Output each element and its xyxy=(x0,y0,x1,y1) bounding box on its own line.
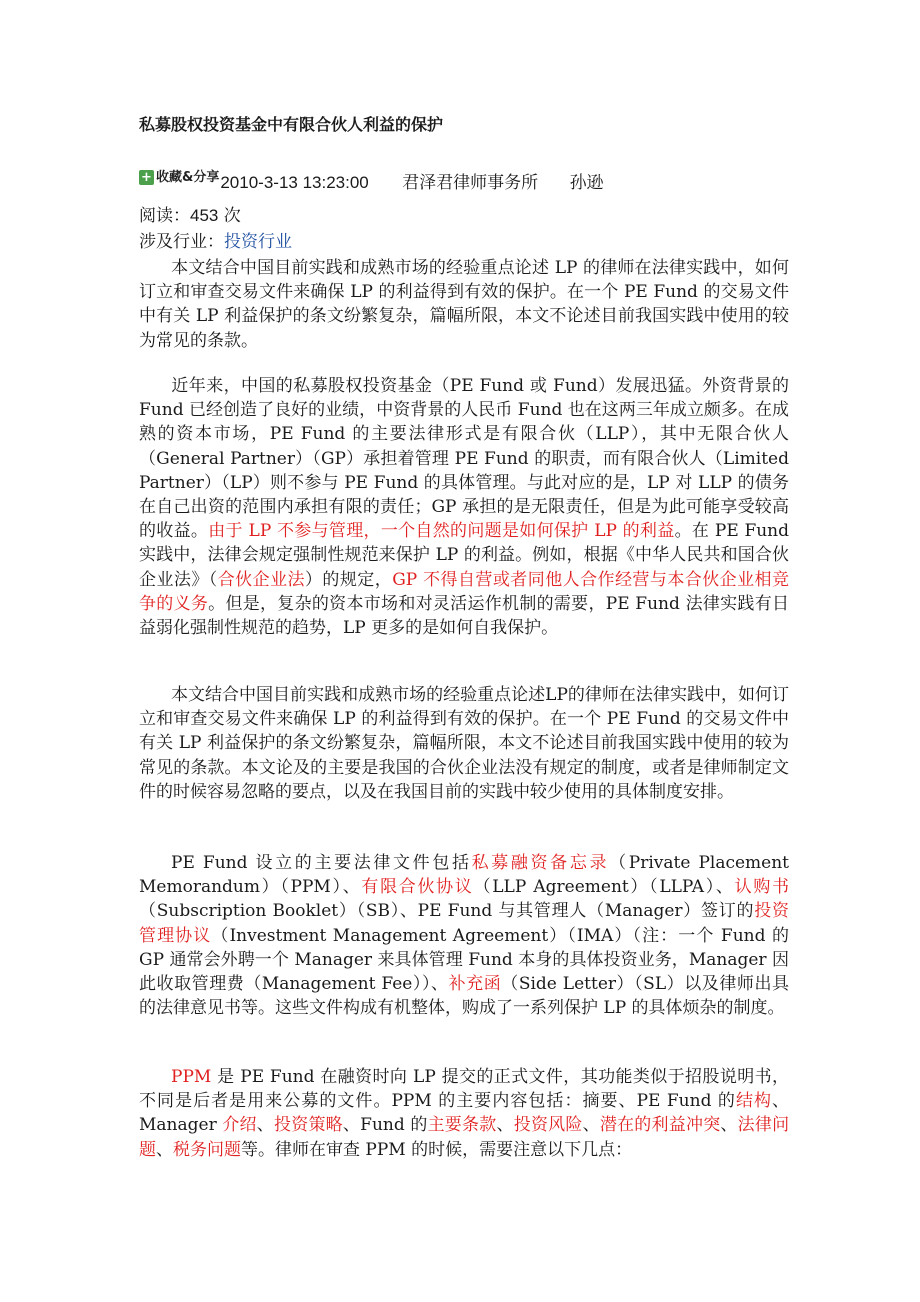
paragraph-text: 是 PE Fund 在融资时向 LP 提交的正式文件，其功能类似于招股说明书，不同是后者是用来公募的文件。PPM 的主要内容包括：摘要、PE Fund 的 xyxy=(139,1067,789,1112)
read-label: 阅读： xyxy=(139,206,190,226)
share-button[interactable] xyxy=(139,170,219,190)
paragraph-text: （Side Letter）（SL）以及律师出具的法律意见书等。这些文件构成有机整体，购成了一系列保护 LP 的具体烦杂的制度。 xyxy=(139,974,789,1019)
industry-label: 涉及行业： xyxy=(139,232,224,252)
read-count: 453 xyxy=(190,206,219,225)
paragraph-text: 、Fund 的 xyxy=(342,1115,428,1136)
paragraph-text: 本文结合中国目前实践和成熟市场的经验重点论述LP的律师在法律实践中，如何订立和审查交易文件来确保 LP 的利益得到有效的保护。在一个 PE Fund 的交易文件中有关 LP 利益保护的条文纷繁复杂，篇幅所限，本文不论述目前我国实践中使用的较为常见的条款。本文论及的主要是我国的合伙企业法没有规定的制度，或者是律师制定文件的时候容易忽略的要点，以及在我国目前的实践中较少使用的具体制度安排。 xyxy=(139,685,789,802)
highlighted-text: 合伙企业法 xyxy=(217,569,305,590)
industry-line xyxy=(139,230,292,254)
paragraph-text: （Investment Management Agreement）（IMA）（注：一个 Fund 的 GP 通常会外聘一个 Manager 来具体管理 Fund 本身的具体投资业务，Manager 因此收取管理费（Management Fee））、 xyxy=(139,925,789,995)
highlighted-text: 结构 xyxy=(735,1091,773,1112)
article-body xyxy=(139,256,789,353)
publish-date: 2010-3-13 13:23:00 xyxy=(220,173,369,192)
paragraph-text: 。但是，复杂的资本市场和对灵活运作机制的需要，PE Fund 法律实践有日益弱化强制性规范的趋势，LP 更多的是如何自我保护。 xyxy=(139,593,790,639)
paragraph-text: 、 xyxy=(156,1139,173,1160)
read-count-line xyxy=(139,204,241,228)
highlighted-text: 潜在的利益冲突 xyxy=(599,1115,721,1136)
highlighted-text: 投资管理协议 xyxy=(139,901,790,946)
paragraph-text: （LLP Agreement）（LLPA）、 xyxy=(473,877,735,898)
paragraph-text: （Private Placement Memorandum）（PPM）、 xyxy=(139,853,790,898)
paragraph-5 xyxy=(139,1065,789,1162)
paragraph-text: 、 xyxy=(720,1115,738,1136)
article-body-5 xyxy=(139,1065,789,1162)
paragraph-text: 。在 PE Fund 实践中，法律会规定强制性规范来保护 LP 的利益。例如，根据《中华人民共和国合伙企业法》（ xyxy=(139,521,790,590)
paragraph-text: 、 xyxy=(256,1115,275,1136)
paragraph-text: 、Manager xyxy=(139,1091,790,1136)
paragraph-3 xyxy=(139,683,789,804)
highlighted-text: 有限合伙协议 xyxy=(361,877,474,898)
highlighted-text: 补充函 xyxy=(448,974,502,995)
read-unit: 次 xyxy=(223,206,241,226)
paragraph-text: 本文结合中国目前实践和成熟市场的经验重点论述 LP 的律师在法律实践中，如何订立和审查交易文件来确保 LP 的利益得到有效的保护。在一个 PE Fund 的交易文件中有关 LP 利益保护的条文纷繁复杂，篇幅所限，本文不论述目前我国实践中使用的较为常见的条款。 xyxy=(139,258,789,351)
paragraph-4 xyxy=(139,851,789,1020)
article-body-2 xyxy=(139,374,789,640)
paragraph-1 xyxy=(139,256,789,353)
highlighted-text: GP 不得自营或者同他人合作经营与本合伙企业相竞争的义务 xyxy=(139,569,790,614)
highlighted-text: 主要条款 xyxy=(427,1115,497,1136)
paragraph-text: （Subscription Booklet）（SB）、PE Fund 与其管理人（Manager）签订的 xyxy=(139,901,755,922)
paragraph-text: PE Fund 设立的主要法律文件包括 xyxy=(171,853,472,873)
highlighted-text: PPM xyxy=(171,1067,212,1087)
article-title: 私募股权投资基金中有限合伙人利益的保护 xyxy=(139,115,444,134)
highlighted-text: 法律问题 xyxy=(139,1115,790,1160)
paragraph-text: 、 xyxy=(496,1115,514,1136)
highlighted-text: 投资策略 xyxy=(274,1115,343,1136)
law-firm: 君泽君律师事务所 xyxy=(402,173,539,193)
article-body-3 xyxy=(139,683,789,804)
highlighted-text: 投资风险 xyxy=(513,1115,583,1136)
share-label: 收藏&分享 xyxy=(156,170,220,185)
paragraph-text: 、 xyxy=(582,1115,600,1136)
industry-link[interactable]: 投资行业 xyxy=(224,232,292,252)
paragraph-text: 近年来，中国的私募股权投资基金（PE Fund 或 Fund）发展迅猛。外资背景的 Fund 已经创造了良好的业绩，中资背景的人民币 Fund 也在这两三年成立颇多。在成熟的资本市场，PE Fund 的主要法律形式是有限合伙（LLP），其中无限合伙人（General Partner）（GP）承担着管理 PE Fund 的职责，而有限合伙人（Limited Partner）（LP）则不参与 PE Fund 的具体管理。与此对应的是，LP 对 LLP 的债务在自己出资的范围内承担有限的责任；GP 承担的是无限责任，但是为此可能享受较高的收益。 xyxy=(139,376,789,542)
plus-icon: + xyxy=(139,170,154,185)
article-meta xyxy=(139,168,604,194)
highlighted-text: 税务问题 xyxy=(173,1139,241,1160)
article-body-4 xyxy=(139,851,789,1020)
highlighted-text: 认购书 xyxy=(734,877,790,898)
highlighted-text: 介绍 xyxy=(222,1115,257,1136)
paragraph-text: ）的规定， xyxy=(304,569,393,590)
author: 孙逊 xyxy=(569,173,604,193)
paragraph-text: 等。律师在审查 PPM 的时候，需要注意以下几点： xyxy=(241,1139,633,1160)
paragraph-2 xyxy=(139,374,789,640)
highlighted-text: 私募融资备忘录 xyxy=(471,853,610,873)
highlighted-text: 由于 LP 不参与管理，一个自然的问题是如何保护 LP 的利益 xyxy=(208,521,675,542)
